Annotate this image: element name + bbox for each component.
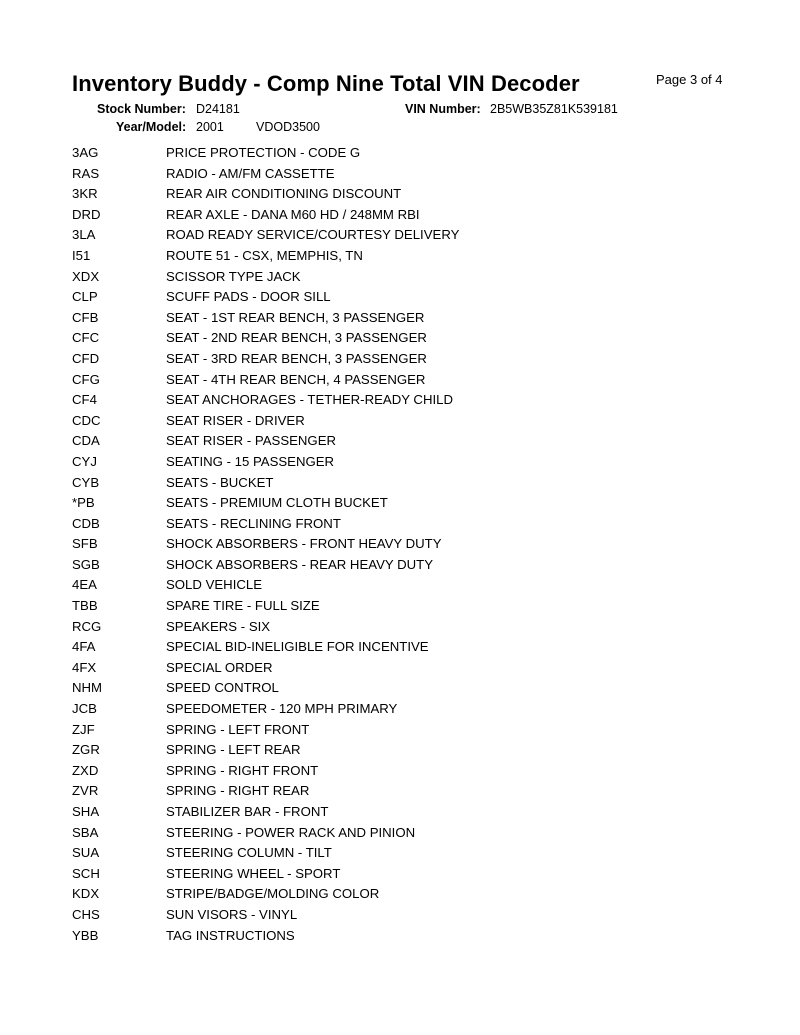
option-description: SPARE TIRE - FULL SIZE [166, 598, 320, 614]
option-description: SEAT - 1ST REAR BENCH, 3 PASSENGER [166, 309, 425, 325]
option-row [72, 224, 632, 245]
option-code: SUA [72, 845, 100, 861]
option-row [72, 554, 632, 575]
option-code: SGB [72, 556, 100, 572]
option-row [72, 183, 632, 204]
option-code: *PB [72, 495, 95, 511]
option-row [72, 266, 632, 287]
option-description: STABILIZER BAR - FRONT [166, 804, 329, 819]
option-code: DRD [72, 206, 101, 222]
option-description: SEATING - 15 PASSENGER [166, 453, 335, 469]
option-description: STEERING COLUMN - TILT [166, 845, 332, 861]
page-number: Page 3 of 4 [656, 72, 723, 87]
option-description: REAR AIR CONDITIONING DISCOUNT [166, 186, 402, 202]
option-description: STRIPE/BADGE/MOLDING COLOR [166, 886, 380, 902]
option-row [72, 574, 632, 595]
option-description: SEAT - 4TH REAR BENCH, 4 PASSENGER [166, 371, 426, 387]
option-row [72, 245, 632, 266]
option-code: SHA [72, 804, 100, 819]
option-description: TAG INSTRUCTIONS [166, 927, 295, 943]
option-description: SPRING - RIGHT REAR [166, 783, 310, 799]
option-code: KDX [72, 886, 100, 902]
option-row [72, 492, 632, 513]
option-row [72, 286, 632, 307]
option-code: 3KR [72, 186, 98, 202]
option-row [72, 616, 632, 637]
option-description: SCUFF PADS - DOOR SILL [166, 289, 331, 305]
option-row [72, 801, 632, 822]
option-code: ZVR [72, 783, 99, 799]
stock-number-value: D24181 [196, 102, 240, 116]
option-code: ZGR [72, 742, 100, 758]
option-row [72, 533, 632, 554]
option-description: SPRING - RIGHT FRONT [166, 762, 319, 778]
option-code: ZXD [72, 762, 99, 778]
option-row [72, 698, 632, 719]
option-row [72, 739, 632, 760]
option-row [72, 204, 632, 225]
option-description: PRICE PROTECTION - CODE G [166, 145, 361, 160]
option-code: CFD [72, 350, 100, 366]
option-row [72, 410, 632, 431]
option-row [72, 636, 632, 657]
option-code: JCB [72, 701, 97, 717]
model-value: VDOD3500 [256, 120, 320, 134]
option-description: REAR AXLE - DANA M60 HD / 248MM RBI [166, 206, 420, 222]
option-description: STEERING - POWER RACK AND PINION [166, 824, 416, 840]
option-code-list [72, 142, 632, 945]
option-description: SOLD VEHICLE [166, 577, 263, 593]
option-description: SEATS - PREMIUM CLOTH BUCKET [166, 495, 388, 511]
option-row [72, 369, 632, 390]
option-row [72, 307, 632, 328]
option-description: STEERING WHEEL - SPORT [166, 865, 341, 881]
option-code: SBA [72, 824, 99, 840]
option-row [72, 595, 632, 616]
option-code: NHM [72, 680, 103, 696]
option-code: RCG [72, 618, 102, 634]
option-code: 4FX [72, 659, 97, 675]
option-code: CLP [72, 289, 98, 305]
year-value: 2001 [196, 120, 224, 134]
option-row [72, 863, 632, 884]
option-row [72, 472, 632, 493]
option-code: 3LA [72, 227, 96, 243]
option-code: CDC [72, 412, 101, 428]
option-row [72, 925, 632, 946]
option-code: ZJF [72, 721, 95, 737]
option-row [72, 657, 632, 678]
option-code: RAS [72, 165, 100, 181]
option-description: SPEED CONTROL [166, 680, 279, 696]
option-row [72, 451, 632, 472]
option-code: CFG [72, 371, 100, 387]
option-row [72, 389, 632, 410]
option-description: SPEAKERS - SIX [166, 618, 271, 634]
option-row [72, 142, 632, 163]
option-code: 4FA [72, 639, 96, 655]
option-code: XDX [72, 268, 100, 284]
option-description: SPEEDOMETER - 120 MPH PRIMARY [166, 701, 398, 717]
option-description: SEATS - RECLINING FRONT [166, 515, 341, 531]
option-code: YBB [72, 927, 99, 943]
option-row [72, 430, 632, 451]
option-row [72, 842, 632, 863]
option-code: CDB [72, 515, 100, 531]
option-row [72, 780, 632, 801]
page-title: Inventory Buddy - Comp Nine Total VIN Decoder [72, 71, 580, 96]
option-description: SEAT RISER - DRIVER [166, 412, 305, 428]
option-code: SFB [72, 536, 98, 552]
option-row [72, 760, 632, 781]
vin-number-label: VIN Number: [405, 102, 481, 116]
option-description: SPRING - LEFT FRONT [166, 721, 310, 737]
year-model-label: Year/Model: [116, 120, 187, 134]
option-row [72, 513, 632, 534]
option-code: CFB [72, 309, 99, 325]
option-row [72, 163, 632, 184]
stock-number-label: Stock Number: [97, 102, 186, 116]
option-description: SEAT ANCHORAGES - TETHER-READY CHILD [166, 392, 454, 408]
option-code: 3AG [72, 145, 99, 160]
option-description: SHOCK ABSORBERS - REAR HEAVY DUTY [166, 556, 433, 572]
option-description: ROUTE 51 - CSX, MEMPHIS, TN [166, 247, 363, 263]
option-code: CHS [72, 906, 100, 922]
option-description: SUN VISORS - VINYL [166, 906, 298, 922]
option-code: I51 [72, 247, 91, 263]
option-code: CF4 [72, 392, 97, 408]
option-code: SCH [72, 865, 100, 881]
option-description: SEAT - 2ND REAR BENCH, 3 PASSENGER [166, 330, 427, 346]
option-code: 4EA [72, 577, 97, 593]
option-description: SCISSOR TYPE JACK [166, 268, 301, 284]
option-description: SEAT RISER - PASSENGER [166, 433, 337, 449]
option-description: ROAD READY SERVICE/COURTESY DELIVERY [166, 227, 460, 243]
option-row [72, 348, 632, 369]
option-row [72, 883, 632, 904]
option-row [72, 719, 632, 740]
option-row [72, 822, 632, 843]
vin-number-value: 2B5WB35Z81K539181 [490, 102, 618, 116]
option-description: SEATS - BUCKET [166, 474, 274, 490]
option-code: CFC [72, 330, 100, 346]
option-description: SEAT - 3RD REAR BENCH, 3 PASSENGER [166, 350, 427, 366]
option-row [72, 904, 632, 925]
option-code: CDA [72, 433, 100, 449]
option-description: RADIO - AM/FM CASSETTE [166, 165, 335, 181]
option-description: SHOCK ABSORBERS - FRONT HEAVY DUTY [166, 536, 442, 552]
option-row [72, 327, 632, 348]
option-description: SPECIAL BID-INELIGIBLE FOR INCENTIVE [166, 639, 429, 655]
option-row [72, 677, 632, 698]
option-code: CYJ [72, 453, 97, 469]
option-description: SPECIAL ORDER [166, 659, 273, 675]
option-code: TBB [72, 598, 98, 614]
option-description: SPRING - LEFT REAR [166, 742, 301, 758]
option-code: CYB [72, 474, 100, 490]
